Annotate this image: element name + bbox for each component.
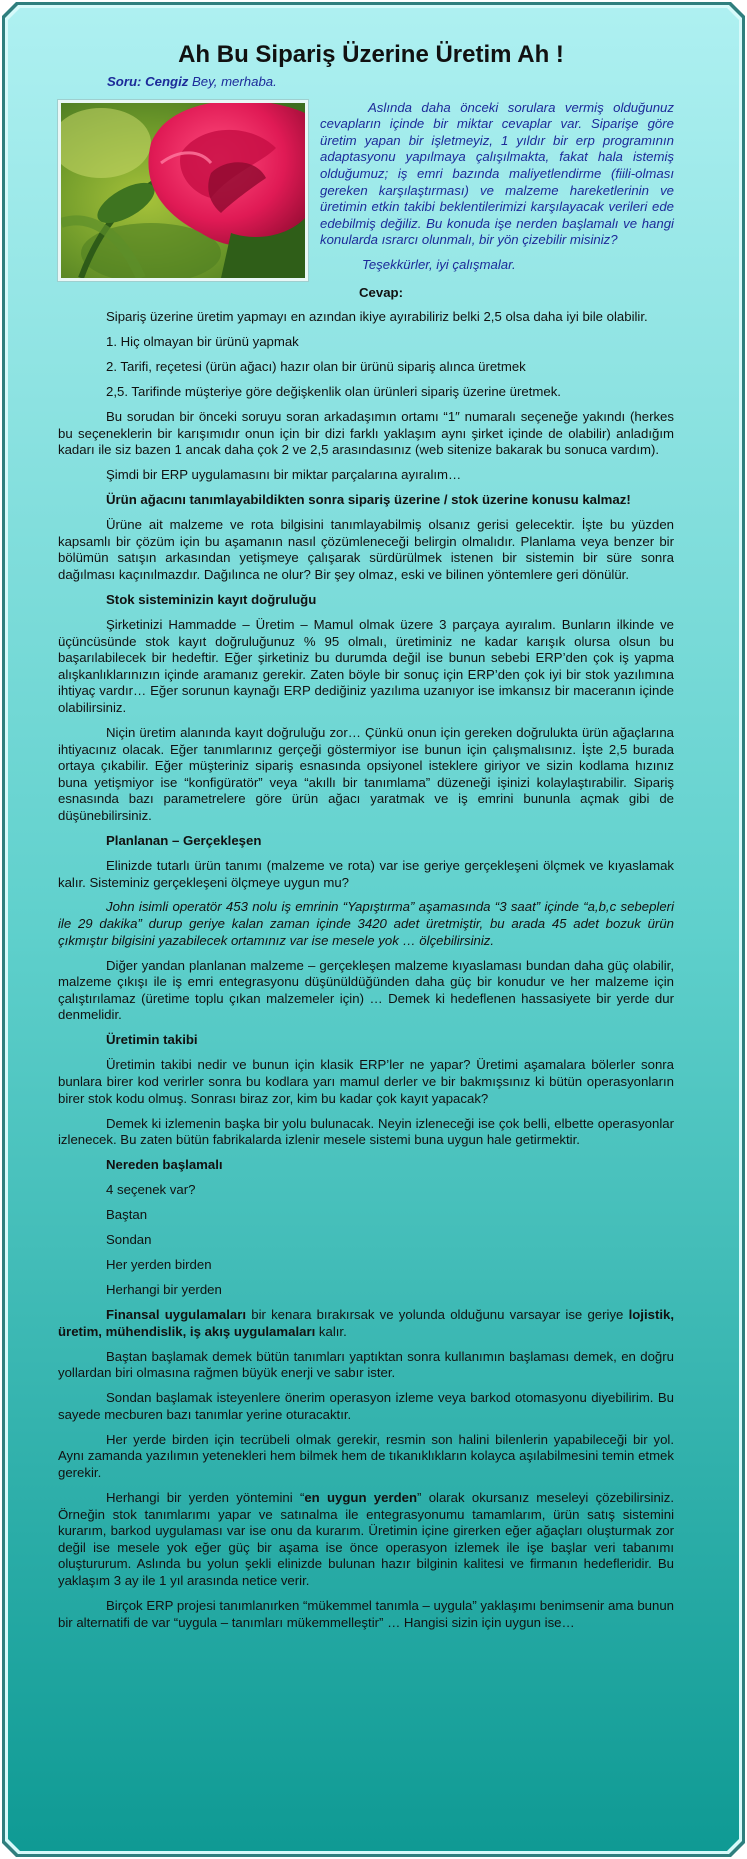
answer-paragraph: Bu sorudan bir önceki soruyu soran arkadaşımın ortamı “1″ numaralı seçeneğe yakındı (herkes bu seçeneklerin bir karışımıdır onun için bir dizi farklı yaklaşım aynı şirket içinde de olabilir) anladığım kadarı ile siz bazen 1 ancak daha çok 2 ve 2,5 arasındasınız (web sitenize bakarak bu sonuca vardım). (58, 409, 674, 458)
section-heading-planned: Planlanan – Gerçekleşen (106, 832, 262, 848)
list-item: Sondan (106, 1232, 152, 1248)
answer-paragraph (58, 1307, 674, 1340)
list-item: Baştan (106, 1207, 148, 1223)
answer-paragraph: Şirketinizi Hammadde – Üretim – Mamul olmak üzere 3 parçaya ayıralım. Bunların ilkinde ve üçüncüsünde stok kayıt doğruluğunuz % 95 olmalı, üretiminiz ne kadar karışık olursa olsun bu başarılabilecek bir hedeftir. Eğer şirketiniz bu durumda değil ise bunun sebebi ERP’den çok iş yapma alışkanlıklarınızın içinde aramanız gerekir. Zaten böyle bir sonuç için ERP’den çok iyi bir stok yazılımına ihtiyaç vardır… Eğer sorunun kaynağı ERP dediğiniz yazılıma uzanıyor ise imkansız bir maceranın içinde olabilirsiniz. (58, 617, 674, 715)
bold-phrase: lojistik, üretim, mühendislik, iş akış uygulamaları (58, 1307, 675, 1339)
answer-paragraph: Şimdi bir ERP uygulamasını bir miktar parçalarına ayıralım… (106, 467, 462, 483)
answer-heading: Cevap: (359, 284, 403, 300)
bold-phrase: Finansal uygulamaları (106, 1307, 247, 1323)
answer-paragraph: Baştan başlamak demek bütün tanımları yaptıktan sonra kullanımın başlaması demek, en doğru yollardan biri olmasına rağmen büyük enerji ve sabır ister. (58, 1348, 674, 1381)
page-title: Ah Bu Sipariş Üzerine Üretim Ah ! (178, 41, 564, 68)
answer-italic-paragraph: John isimli operatör 453 nolu iş emrinin “Yapıştırma” aşamasında “3 saat” içinde “a,b,c sebepleri ile 29 dakika” durup geriye kalan zaman içinde 3420 adet üretmiştir, bu arada 45 adet bozuk ürün çıkmıştır bilgisini yazabilecek ortamınız var ise mesele yok … ölçebilirsiniz. (58, 899, 674, 948)
answer-paragraph: Sondan başlamak isteyenlere önerim operasyon izleme veya barkod otomasyonu diyebilirim. Bu sayede mecburen bazı tanımlar yerine oturacaktır. (58, 1390, 674, 1422)
question-body-text: Aslında daha önceki sorulara vermiş olduğunuz cevapların içinde bir miktar cevaplar var. Siparişe göre üretim yapan bir işletmeyiz, 1 yıldır bir erp programının adaptasyonu yapılmaya çalışılmakta, fakat hala istemiş olduğumuz; iş emri bazında maliyetlendirme (fiili-olması gereken karşılaştırması) ve malzeme hareketlerinin ve üretimin etkin takibi beklentilerimizi karşılayacak verileri ede edebilmiş değiliz. Bu konuda işe nerden başlamalı ve hangi konularda ısrarcı olunmalı, bir yön çizebilir misiniz? (320, 99, 674, 248)
bold-phrase: en uygun yerden (304, 1489, 418, 1505)
article (58, 40, 674, 1640)
answer-paragraph: Diğer yandan planlanan malzeme – gerçekleşen malzeme kıyaslaması bundan daha güç olabilir, malzeme çıkışı ile iş emri entegrasyonu düşünüldüğünden daha güç bir konudur ve her malzeme için çalıştırılamaz (üretime toplu çıkan malzemeler için) … Demek ki hedeflenen hassasiyete bir yerde dur denmelidir. (58, 957, 674, 1023)
question-greeting (107, 74, 674, 91)
answer-paragraph: Her yerde birden için tecrübeli olmak gerekir, resmin son halini bilenlerin yapabileceği bir yol. Aynı zamanda yazılımın yetenekleri hem bilmek hem de tıkanıklıkların kolayca aşılabilmesini temin etmek gerekir. (58, 1431, 674, 1480)
section-heading-stock: Stok sisteminizin kayıt doğruluğu (106, 592, 317, 608)
rose-photo-icon (61, 103, 305, 278)
question-label: Soru: Cengiz (107, 74, 189, 89)
answer-bold-paragraph: Ürün ağacını tanımlayabildikten sonra sipariş üzerine / stok üzerine konusu kalmaz! (106, 492, 631, 508)
answer-paragraph: Demek ki izlemenin başka bir yolu bulunacak. Neyin izleneceği ise çok belli, elbette operasyonlar izlenecek. Bu zaten bütün fabrikalarda izlenir mesele sistemi buna uygun hale getirmektir. (58, 1115, 674, 1148)
answer-paragraph (58, 1490, 674, 1590)
option-item: 2,5. Tarifinde müşteriye göre değişkenlik olan ürünleri sipariş üzerine üretmek. (106, 384, 561, 400)
option-item: 2. Tarifi, reçetesi (ürün ağacı) hazır olan bir ürünü sipariş alınca üretmek (106, 359, 526, 375)
section-heading-tracking: Üretimin takibi (106, 1032, 198, 1048)
answer-paragraph: Sipariş üzerine üretim yapmayı en azından ikiye ayırabiliriz belki 2,5 olsa daha iyi bile olabilir. (106, 309, 648, 325)
text-run: Herhangi bir yerden yöntemini “ (106, 1489, 305, 1505)
text-run: kalır. (315, 1323, 347, 1339)
answer-paragraph: Niçin üretim alanında kayıt doğruluğu zor… Çünkü onun için gereken doğrulukta ürün ağaçlarına ihtiyacınız olacak. Eğer tanımlarınız gerçeği göstermiyor ise bunun için çalışmalısınız. İşte 2,5 burada ortaya çıkabilir. Eğer müşteriniz sipariş esnasında opsiyonel isteklere giriyor ve sizin kodlama hızınız buna yetişmiyor ise “konfigüratör” veya “akıllı bir tanımlama” düzeneği işinizi kolaylaştırabilir. Sipariş esnasında bazı parametrelere göre ürün ağacı yaratmak ve iş emrini bununla açmak gibi de düşünebilirsiniz. (58, 724, 674, 823)
answer-paragraph: Üretimin takibi nedir ve bunun için klasik ERP’ler ne yapar? Üretimi aşamalara bölerler sonra bunlara birer kod verirler sonra bu kodlara yarı mamul derler ve bir bakmışsınız ki bütün operasyonların birer stok kodu olmuş. Sonrası biraz zor, kim bu kadar çok kayıt yapacak? (58, 1057, 674, 1106)
option-item: 1. Hiç olmayan bir ürünü yapmak (106, 334, 299, 350)
answer-paragraph: Ürüne ait malzeme ve rota bilgisini tanımlayabilmiş olsanız gerisi gelecektir. İşte bu yüzden kapsamlı bir çözüm için bu aşamanın nasıl çözümleneceği belirgin olmalıdır. Planlama veya benzer bir bölümün satışın arkasından yetişmeye çalışarak sürdürülmek istenen bir sistemin bir süre sonra dağılması kaçınılmazdır. Dağılınca ne olur? Bir şey olmaz, eski ve bilinen yöntemlere geri dönülür. (58, 517, 674, 583)
text-run: bir kenara bırakırsak ve yolunda olduğunu varsayar ise geriye (246, 1307, 629, 1323)
question-greeting-text: Bey, merhaba. (188, 74, 277, 89)
list-item: 4 seçenek var? (106, 1182, 196, 1198)
answer-paragraph: Birçok ERP projesi tanımlanırken “mükemmel tanımla – uygula” yaklaşımı benimsenir ama bunun bir alternatifi de var “uygula – tanımları mükemmelleştir” … Hangisi sizin için uygun ise… (58, 1597, 674, 1630)
question-thanks: Teşekkürler, iyi çalışmalar. (362, 256, 516, 272)
text-run: ” olarak okursanız meseleyi çözebilirsiniz. Örneğin stok tanımlarımı yapar ve satınalma ile entegrasyonumu tamamlarım, ürün satış sistemini kurarım, barkod uygulaması var ise onu da kurarım. Üretimin içine girerken eğer ağaçları oluşturmak zor değil ise mesele yok eğer güç bir aşama ise önce operasyon izlemek ile işe başlar veri tabanımı oluştururum. Aslında bu yolun şekli elinizde bulunan hazır bilginin kalitesi ve firmanın hedefleridir. Bu yaklaşım 3 ay ile 1 yıl arasında netice verir. (58, 1489, 674, 1588)
answer-paragraph: Elinizde tutarlı ürün tanımı (malzeme ve rota) var ise geriye gerçekleşeni ölçmek ve kıyaslamak kalır. Sisteminiz gerçekleşeni ölçmeye uygun mu? (58, 857, 674, 890)
list-item: Her yerden birden (106, 1257, 212, 1273)
rose-photo (58, 100, 308, 281)
section-heading-start: Nereden başlamalı (106, 1157, 223, 1173)
list-item: Herhangi bir yerden (106, 1282, 222, 1298)
